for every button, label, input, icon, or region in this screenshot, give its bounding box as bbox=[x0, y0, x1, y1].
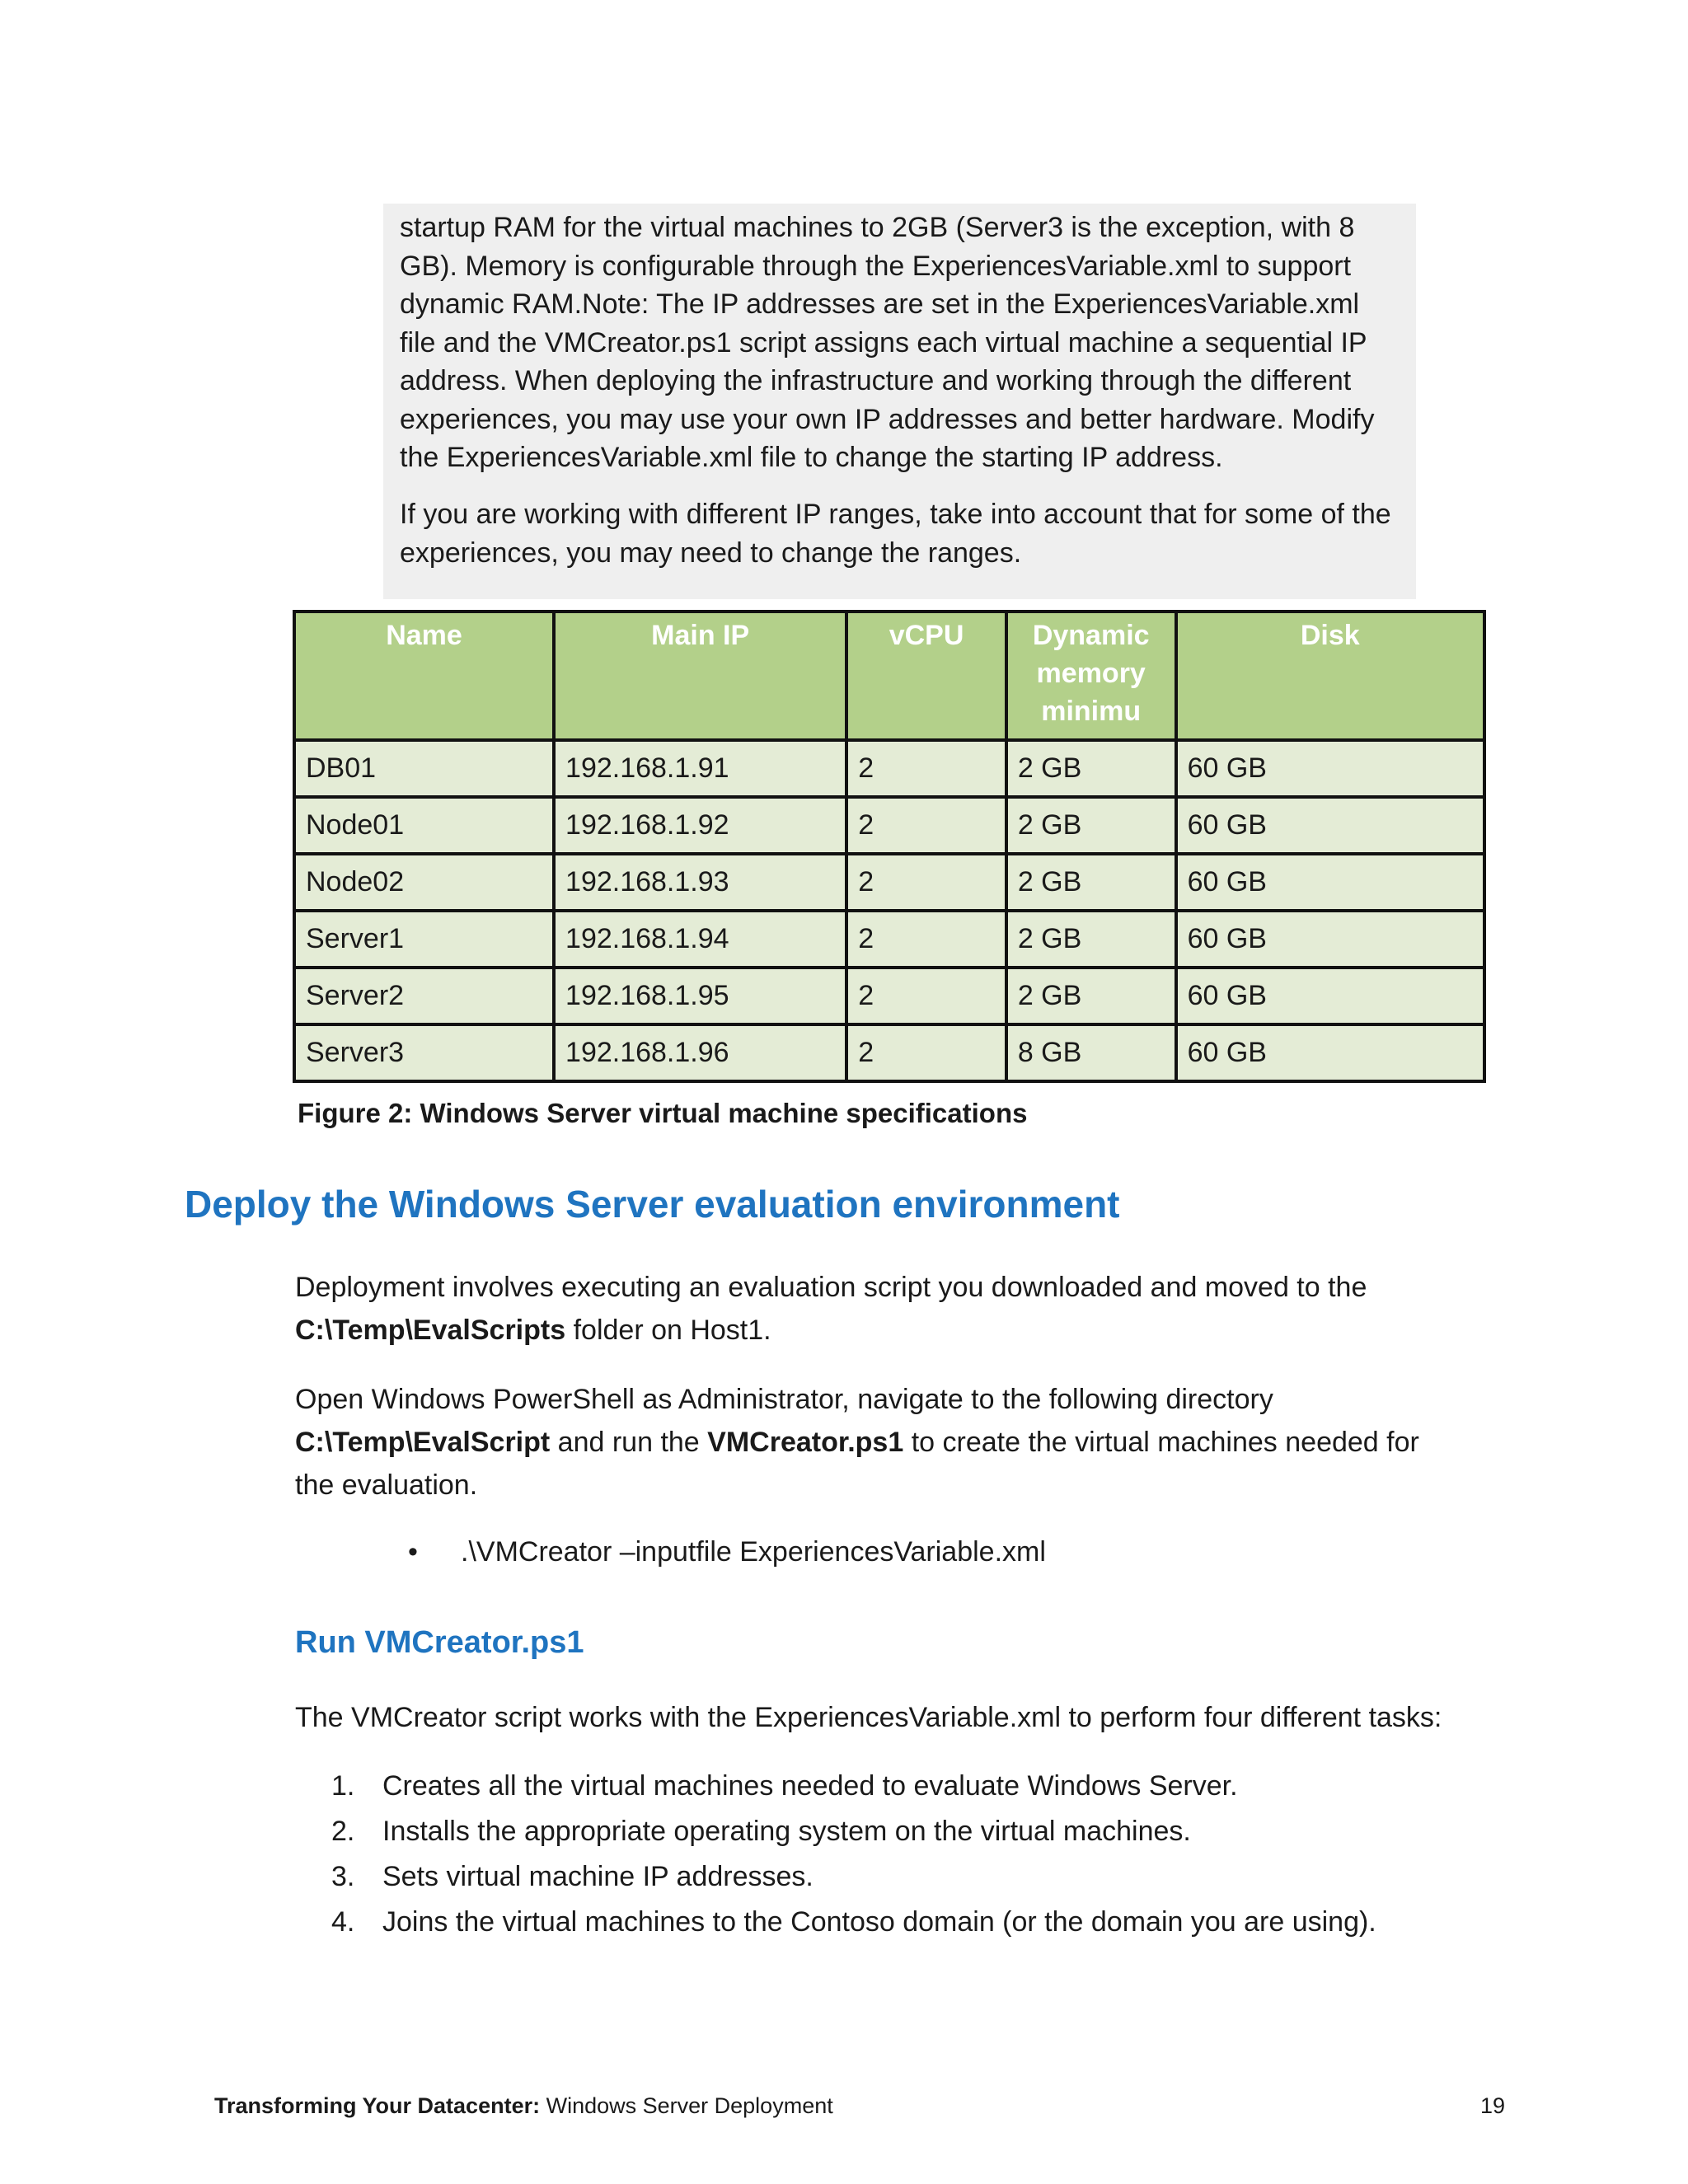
page-footer bbox=[214, 2093, 833, 2119]
task-text: Sets virtual machine IP addresses. bbox=[382, 1861, 814, 1892]
cell-memory: 2 GB bbox=[1006, 911, 1176, 968]
header-dynamic-memory: Dynamic memory minimu bbox=[1006, 612, 1176, 740]
cell-disk: 60 GB bbox=[1176, 911, 1484, 968]
task-number: 1. bbox=[331, 1770, 355, 1802]
bullet-icon: • bbox=[408, 1536, 418, 1568]
cell-ip: 192.168.1.94 bbox=[554, 911, 846, 968]
list-item bbox=[331, 1764, 1376, 1809]
deployment-text-b: folder on Host1. bbox=[565, 1315, 771, 1346]
cell-vcpu: 2 bbox=[846, 854, 1006, 911]
task-list bbox=[331, 1764, 1376, 1945]
table-row bbox=[294, 854, 1484, 911]
cell-disk: 60 GB bbox=[1176, 1024, 1484, 1081]
footer-title: Transforming Your Datacenter: bbox=[214, 2093, 541, 2118]
footer-subtitle: Windows Server Deployment bbox=[540, 2093, 833, 2118]
deployment-paragraph bbox=[295, 1266, 1465, 1352]
note-box bbox=[383, 204, 1416, 599]
cell-memory: 2 GB bbox=[1006, 968, 1176, 1024]
cell-ip: 192.168.1.92 bbox=[554, 797, 846, 854]
cell-name: DB01 bbox=[294, 740, 554, 797]
page-number: 19 bbox=[1480, 2093, 1506, 2118]
task-text: Creates all the virtual machines needed to evaluate Windows Server. bbox=[382, 1770, 1238, 1802]
task-text: Joins the virtual machines to the Contoso domain (or the domain you are using). bbox=[382, 1906, 1376, 1938]
vm-spec-table bbox=[293, 610, 1486, 1083]
cell-vcpu: 2 bbox=[846, 911, 1006, 968]
cell-name: Server1 bbox=[294, 911, 554, 968]
cell-disk: 60 GB bbox=[1176, 740, 1484, 797]
note-paragraph-2: If you are working with different IP ranges, take into account that for some of the experiences, you may need to change the ranges. bbox=[400, 499, 1391, 569]
vmcreator-intro: The VMCreator script works with the ExperiencesVariable.xml to perform four different tasks: bbox=[295, 1702, 1442, 1733]
section-heading: Deploy the Windows Server evaluation environment bbox=[185, 1183, 1120, 1226]
header-disk: Disk bbox=[1176, 612, 1484, 740]
deployment-text-a: Deployment involves executing an evaluation script you downloaded and moved to the bbox=[295, 1272, 1367, 1303]
powershell-text-b: and run the bbox=[550, 1427, 708, 1458]
cell-memory: 2 GB bbox=[1006, 797, 1176, 854]
powershell-paragraph bbox=[295, 1378, 1465, 1507]
cell-name: Server3 bbox=[294, 1024, 554, 1081]
cell-ip: 192.168.1.93 bbox=[554, 854, 846, 911]
figure-caption: Figure 2: Windows Server virtual machine specifications bbox=[298, 1098, 1028, 1128]
cell-memory: 2 GB bbox=[1006, 854, 1176, 911]
task-number: 4. bbox=[331, 1906, 355, 1938]
cell-name: Server2 bbox=[294, 968, 554, 1024]
cell-vcpu: 2 bbox=[846, 1024, 1006, 1081]
cell-disk: 60 GB bbox=[1176, 797, 1484, 854]
header-name: Name bbox=[294, 612, 554, 740]
cell-vcpu: 2 bbox=[846, 797, 1006, 854]
eval-script-path: C:\Temp\EvalScript bbox=[295, 1427, 551, 1458]
cell-ip: 192.168.1.95 bbox=[554, 968, 846, 1024]
cell-ip: 192.168.1.91 bbox=[554, 740, 846, 797]
cell-name: Node02 bbox=[294, 854, 554, 911]
command-text: .\VMCreator –inputfile ExperiencesVariable.xml bbox=[461, 1536, 1046, 1568]
list-item bbox=[331, 1900, 1376, 1945]
task-number: 3. bbox=[331, 1861, 355, 1892]
cell-memory: 2 GB bbox=[1006, 740, 1176, 797]
powershell-text-a: Open Windows PowerShell as Administrator, navigate to the following directory bbox=[295, 1384, 1273, 1415]
cell-memory: 8 GB bbox=[1006, 1024, 1176, 1081]
task-text: Installs the appropriate operating system on the virtual machines. bbox=[382, 1816, 1191, 1847]
subsection-heading: Run VMCreator.ps1 bbox=[295, 1625, 584, 1660]
cell-name: Node01 bbox=[294, 797, 554, 854]
cell-vcpu: 2 bbox=[846, 740, 1006, 797]
header-vcpu: vCPU bbox=[846, 612, 1006, 740]
powershell-text-c: to create the virtual machines needed for the evaluation. bbox=[295, 1427, 1419, 1501]
vmcreator-script-name: VMCreator.ps1 bbox=[707, 1427, 904, 1458]
cell-disk: 60 GB bbox=[1176, 968, 1484, 1024]
list-item bbox=[331, 1854, 1376, 1900]
task-number: 2. bbox=[331, 1816, 355, 1847]
table-row bbox=[294, 740, 1484, 797]
cell-disk: 60 GB bbox=[1176, 854, 1484, 911]
cell-ip: 192.168.1.96 bbox=[554, 1024, 846, 1081]
list-item bbox=[331, 1809, 1376, 1854]
table-row bbox=[294, 968, 1484, 1024]
header-main-ip: Main IP bbox=[554, 612, 846, 740]
table-row bbox=[294, 1024, 1484, 1081]
eval-scripts-path: C:\Temp\EvalScripts bbox=[295, 1315, 566, 1346]
table-row bbox=[294, 911, 1484, 968]
cell-vcpu: 2 bbox=[846, 968, 1006, 1024]
table-row bbox=[294, 797, 1484, 854]
table-header-row bbox=[294, 612, 1484, 740]
note-paragraph-1: startup RAM for the virtual machines to 2GB (Server3 is the exception, with 8 GB). Memory is configurable through the ExperiencesVariable.xml to support dynamic RAM.Note: The IP addresses are set in the ExperiencesVariable.xml file and the VMCreator.ps1 script assigns each virtual machine a sequential IP address. When deploying the infrastructure and working through the different experiences, you may use your own IP addresses and better hardware. Modify the ExperiencesVariable.xml file to change the starting IP address. bbox=[400, 212, 1375, 473]
